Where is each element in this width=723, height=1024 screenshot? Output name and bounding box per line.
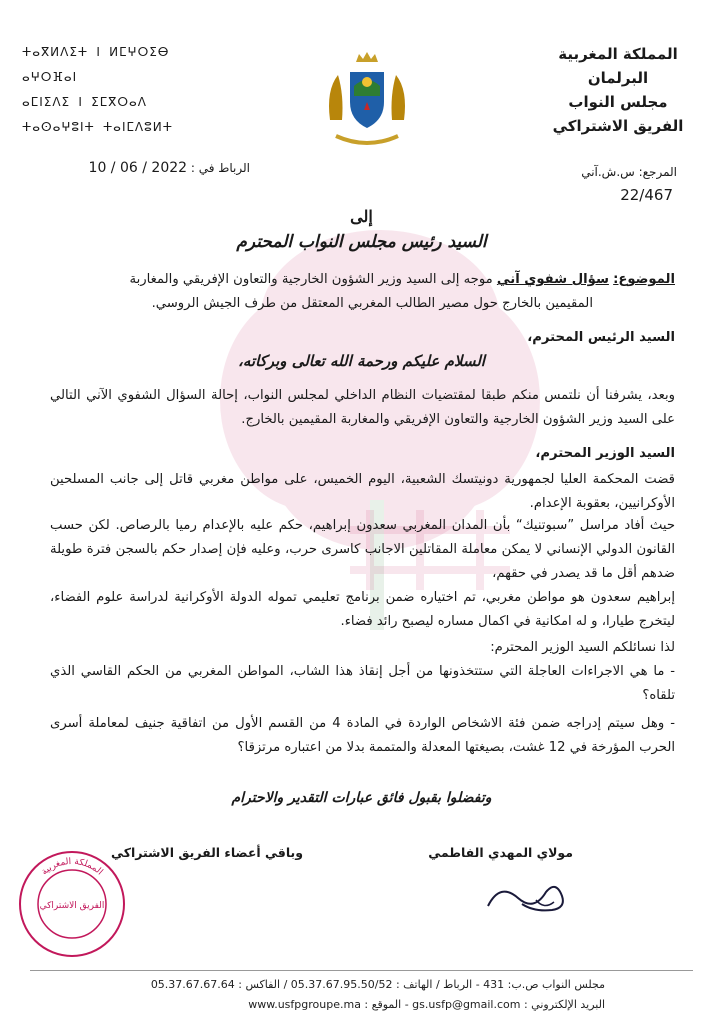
salutation-minister: السيد الوزير المحترم،	[535, 446, 675, 461]
subject-text-1: موجه إلى السيد وزير الشؤون الخارجية والتعاون الإفريقي والمغاربة	[129, 272, 493, 287]
footer-address: مجلس النواب ص.ب: 431 - الرباط / الهاتف : 05.37.67.95.50/52 / الفاكس : 05.37.67.67.64	[150, 978, 605, 991]
coat-of-arms-icon	[322, 50, 412, 150]
reference-label: المرجع: س.ش.آني	[581, 165, 677, 179]
body-paragraph-2: حيث أفاد مراسل ”سبوتنيك“ بأن المدان المغربي سعدون إبراهيم، حكم عليه بالإعدام رميا بالرصاص. لكن حسب القانون الدولي الإنساني لا يمكن معاملة المقاتلين الاجانب كاسرى حرب، وعليه فإن إصدار حكم بالسجن فترة طويلة ضدهم أقل ما قد يصدر في حقهم،	[50, 518, 675, 581]
stamp-outer-text: المملكة المغربية	[39, 856, 105, 878]
subject-text-2: المقيمين بالخارج حول مصير الطالب المغربي المعتقل من طرف الجيش الروسي.	[151, 296, 593, 311]
intro-paragraph: وبعد، يشرفنا أن نلتمس منكم طبقا لمقتضيات النظام الداخلي لمجلس النواب، إحالة السؤال الشفوي الآني التالي على السيد وزير الشؤون الخارجية والتعاون الإفريقي والمغاربة المقيمين بالخارج.	[50, 388, 675, 427]
tifinagh-house: ⴰⵎⵏⵉⴷⵉ ⵏ ⵉⵎⴳⵔⴰⴷ	[22, 95, 147, 109]
subject-line-1	[50, 268, 675, 292]
header-arabic	[533, 42, 703, 138]
tifinagh-group: ⵜⴰⵙⴰⵖⵓⵏⵜ ⵜⴰⵏⵎⴷⵓⵍⵜ	[22, 120, 173, 134]
kingdom-label: المملكة المغربية	[558, 45, 678, 63]
group-label: الفريق الاشتراكي	[552, 117, 684, 135]
stamp-inner-text: الفريق الاشتراكي	[39, 901, 105, 911]
date-line	[80, 160, 250, 176]
header-tifinagh	[22, 40, 212, 140]
body-paragraph-1: قضت المحكمة العليا لجمهورية دونيتسك الشعبية، اليوم الخميس، على مواطن مغربي قاتل إلى جانب المسلحين الأوكرانيين، بعقوبة الإعدام.	[50, 472, 675, 511]
subject-label: الموضوع:	[613, 272, 675, 287]
addressee-to: إلى	[350, 207, 373, 226]
party-stamp	[16, 848, 128, 960]
signatory-left: وباقي أعضاء الفريق الاشتراكي	[111, 845, 303, 860]
salutation-president: السيد الرئيس المحترم،	[527, 330, 675, 345]
subject-title: سؤال شفوي آني	[496, 272, 609, 287]
handwritten-signature	[478, 872, 588, 932]
tifinagh-parliament: ⴰⵖⵔⴼⴰⵏ	[22, 70, 78, 84]
reference-number: 22/467	[620, 186, 673, 204]
date-label: الرباط في :	[190, 161, 250, 175]
body-question-2: - وهل سيتم إدراجه ضمن فئة الاشخاص الواردة في المادة 4 من القسم الأول من اتفاقية جنيف لمعاملة أسرى الحرب المؤرخة في 12 غشت، بصيغتها المعدلة والمتممة بدلا من اعتباره مرتزقا؟	[50, 716, 675, 755]
parliament-label: البرلمان	[587, 69, 649, 87]
tifinagh-kingdom: ⵜⴰⴳⵍⴷⵉⵜ ⵏ ⵍⵎⵖⵔⵉⴱ	[22, 45, 170, 59]
date-value: 10 / 06 / 2022	[88, 160, 188, 176]
footer-contact: البريد الإلكتروني : gs.usfp@gmail.com - الموقع : www.usfpgroupe.ma	[248, 998, 605, 1011]
house-label: مجلس النواب	[568, 93, 668, 111]
body-question-intro: لذا نسائلكم السيد الوزير المحترم:	[490, 640, 675, 655]
closing: وتفضلوا بقبول فائق عبارات التقدير والاحترام	[231, 790, 492, 806]
greeting: السلام عليكم ورحمة الله تعالى وبركاته،	[238, 352, 485, 370]
body-question-1: - ما هي الاجراءات العاجلة التي ستتخذونها من أجل إنقاذ هذا الشاب، المواطن المغربي من الحكم القاسي الذي تلقاه؟	[50, 664, 675, 703]
addressee-name: السيد رئيس مجلس النواب المحترم	[236, 232, 487, 252]
footer-divider	[30, 970, 693, 971]
signatory-right: مولاي المهدي الفاطمي	[428, 845, 573, 860]
body-paragraph-3: إبراهيم سعدون هو مواطن مغربي، تم اختياره ضمن برنامج تعليمي تموله الدولة الأوكرانية لدراسة علوم الفضاء، ليتخرج طيارا، و له امكانية في اكمال مساره ليصبح رائد فضاء.	[50, 590, 675, 629]
